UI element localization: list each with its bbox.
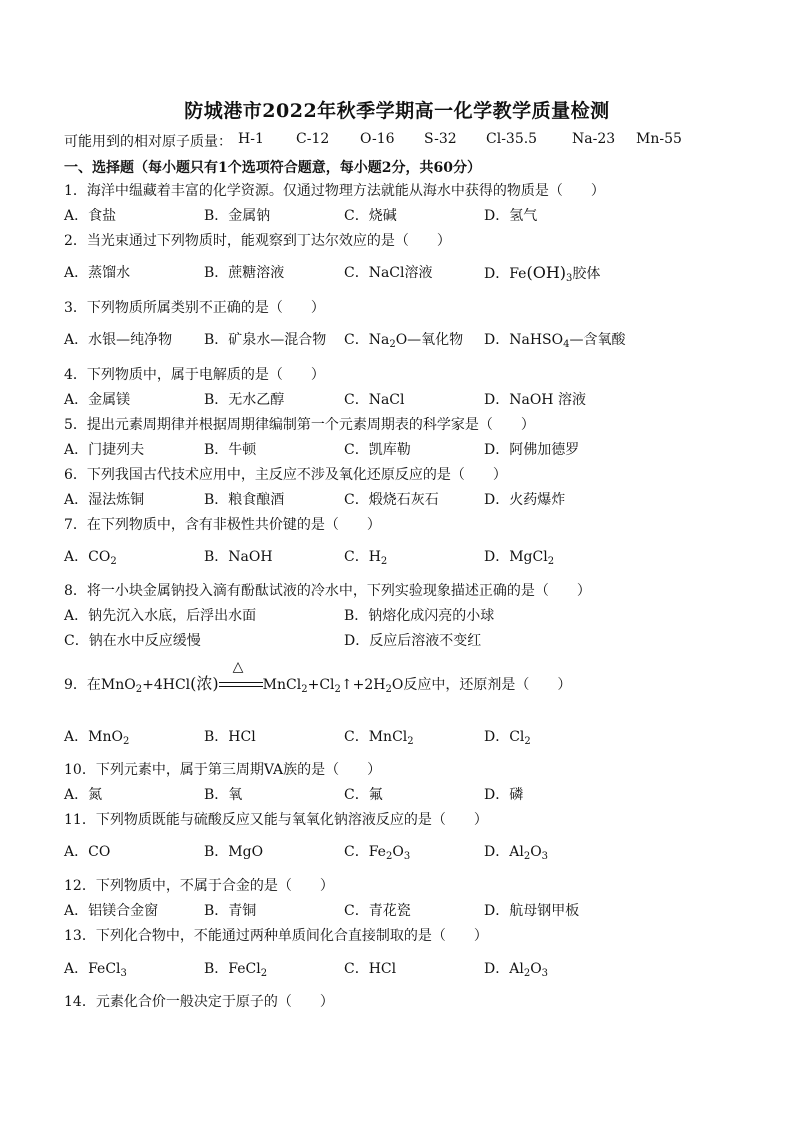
page-title: 防城港市2022年秋季学期高一化学教学质量检测 [184,100,610,122]
question-3-option-a: A．水银—纯净物 [64,332,173,348]
question-12-option-c: C．青花瓷 [344,903,411,919]
atomic-masses-label: 可能用到的相对原子质量： [64,134,232,150]
question-11-option-d: D．$Al_2O_3$ [484,844,549,862]
question-7-option-b: B．NaOH [204,549,273,565]
question-13-option-d: D．$Al_2O_3$ [484,961,549,979]
question-11-option-b: B．MgO [204,844,264,860]
atomic-mass-na: Na-23 [572,131,616,147]
question-5-option-d: D．阿佛加德罗 [484,442,580,458]
question-11-option-c: C．$Fe_2O_3$ [344,844,411,862]
heat-equals-sign [219,659,263,694]
question-4-option-b: B．无水乙醇 [204,392,285,408]
question-12-option-d: D．航母钢甲板 [484,903,580,919]
question-8-option-b: B．钠熔化成闪亮的小球 [344,608,495,624]
question-12-option-b: B．青铜 [204,903,257,919]
question-6-option-c: C．煅烧石灰石 [344,492,439,508]
question-13-option-a: A．FeCl$_3$ [64,961,127,979]
question-10-option-c: C．氟 [344,787,383,803]
question-4-option-d: D．NaOH 溶液 [484,392,586,408]
question-1-option-b: B．金属钠 [204,208,271,224]
question-6-option-d: D．火药爆炸 [484,492,566,508]
question-5-option-c: C．凯库勒 [344,442,411,458]
question-7-stem: 7．在下列物质中，含有非极性共价键的是（ ） [64,517,381,533]
question-5-option-a: A．门捷列夫 [64,442,145,458]
question-1-stem: 1．海洋中缊藏着丰富的化学资源。仅通过物理方法就能从海水中获得的物质是（ ） [64,183,605,199]
question-14-stem: 14．元素化合价一般决定于原子的（ ） [64,994,334,1010]
atomic-mass-cl: Cl-35.5 [486,131,538,147]
atomic-mass-h: H-1 [238,131,264,147]
question-5-stem: 5．提出元素周期律并根据周期律编制第一个元素周期表的科学家是（ ） [64,417,535,433]
question-7-option-d: D．MgCl$_2$ [484,549,555,567]
question-10-option-a: A．氮 [64,787,103,803]
question-3-option-d: D．NaHSO$_4$—含氧酸 [484,332,626,350]
question-3-option-c: C．$Na_2O—$氧化物 [344,332,464,350]
question-4-option-c: C．NaCl [344,392,405,408]
atomic-mass-c: C-12 [296,131,330,147]
question-13-option-c: C．HCl [344,961,397,977]
question-9-option-d: D．$Cl_2$ [484,729,531,747]
question-2-stem: 2．当光束通过下列物质时，能观察到丁达尔效应的是（ ） [64,233,451,249]
question-12-stem: 12．下列物质中，不属于合金的是（ ） [64,878,334,894]
question-6-option-b: B．粮食酿酒 [204,492,285,508]
question-11-option-a: A．CO [64,844,111,860]
question-1-option-c: C．烧碱 [344,208,397,224]
question-7-option-a: A．$CO_2$ [64,549,117,567]
question-12-option-a: A．铝镁合金窗 [64,903,159,919]
question-10-option-d: D．磷 [484,787,524,803]
question-6-option-a: A．湿法炼铜 [64,492,145,508]
question-8-stem: 8．将一小块金属钠投入滴有酚酞试液的冷水中，下列实验现象描述正确的是（ ） [64,583,591,599]
question-4-option-a: A．金属镁 [64,392,131,408]
question-5-option-b: B．牛顿 [204,442,257,458]
section-heading: 一、选择题（每小题只有1个选项符合题意，每小题2分，共60分） [64,160,481,176]
question-2-option-c: C．NaCl溶液 [344,265,433,281]
atomic-mass-o: O-16 [360,131,395,147]
question-1-option-a: A．食盐 [64,208,117,224]
question-9-option-b: B．HCl [204,729,256,745]
question-13-option-b: B．FeCl$_2$ [204,961,268,979]
question-4-stem: 4．下列物质中，属于电解质的是（ ） [64,367,325,383]
question-2-option-b: B．蔗糖溶液 [204,265,285,281]
question-2-option-d: D．$Fe(OH)_3$胶体 [484,263,601,284]
question-8-option-c: C．钠在水中反应缓慢 [64,633,201,649]
question-9-option-c: C．MnCl$_2$ [344,729,414,747]
question-2-option-a: A．蒸馏水 [64,265,131,281]
question-3-stem: 3．下列物质所属类别不正确的是（ ） [64,300,325,316]
atomic-masses-line [64,131,744,151]
question-10-stem: 10．下列元素中，属于第三周期VA族的是（ ） [64,762,382,778]
question-8-option-d: D．反应后溶液不变红 [344,633,482,649]
question-9-option-a: A．MnO$_2$ [64,729,130,747]
question-9-stem: 9．在MnO$_2$+4HCl(浓) △ $MnCl_2+Cl_2↑+2H_2O$反应中，还原剂是（ ） [64,659,572,695]
question-10-option-b: B．氧 [204,787,243,803]
question-11-stem: 11．下列物质既能与硫酸反应又能与氧氧化钠溶液反应的是（ ） [64,812,488,828]
question-6-stem: 6．下列我国古代技术应用中，主反应不涉及氧化还原反应的是（ ） [64,467,507,483]
atomic-mass-s: S-32 [424,131,457,147]
question-3-option-b: B．矿泉水—混合物 [204,332,327,348]
question-13-stem: 13．下列化合物中，不能通过两种单质间化合直接制取的是（ ） [64,928,488,944]
question-7-option-c: C．$H_2$ [344,549,388,567]
question-8-option-a: A．钠先沉入水底，后浮出水面 [64,608,257,624]
atomic-mass-mn: Mn-55 [636,131,682,147]
delta-symbol: △ [232,659,244,675]
question-1-option-d: D．氢气 [484,208,538,224]
